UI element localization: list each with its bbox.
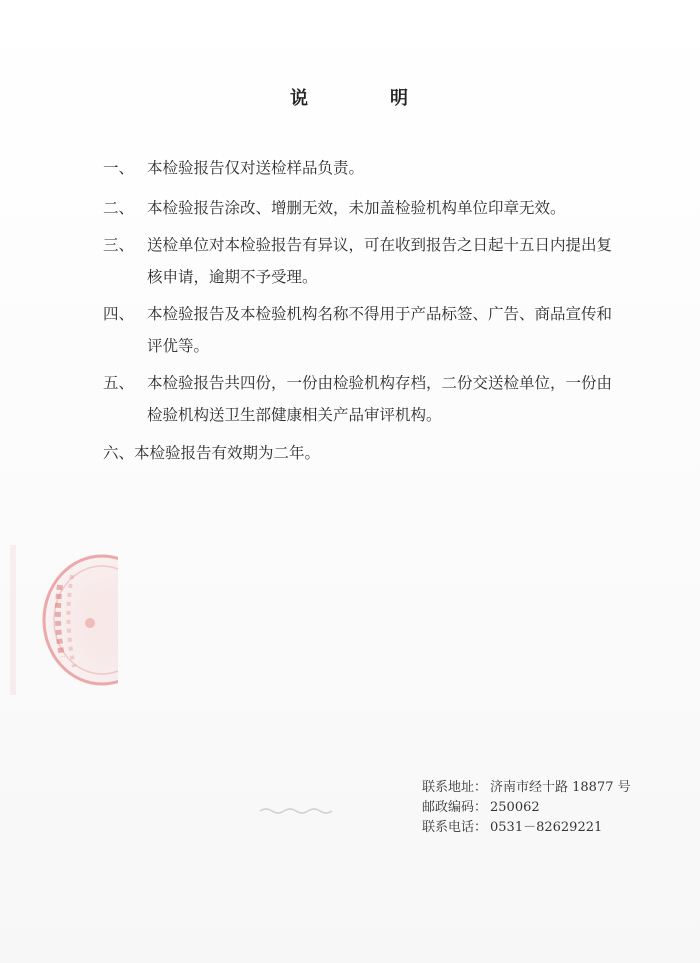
item-text-line: 检验机构送卫生部健康相关产品审评机构。 [147, 406, 442, 424]
item-number: 一、 [103, 159, 135, 177]
item-number: 三、 [103, 236, 135, 254]
title-char-right: 明 [390, 88, 410, 109]
page-title [0, 84, 700, 110]
item-text-line: 本检验报告仅对送检样品负责。 [147, 159, 365, 177]
title-char-left: 说 [290, 88, 310, 109]
address-label: 联系地址： [422, 780, 488, 795]
address-value: 济南市经十路 18877 号 [490, 780, 631, 795]
item-number: 五、 [103, 374, 135, 392]
item-number: 六、 [103, 444, 135, 462]
list-item-6 [103, 436, 320, 470]
phone-value: 0531－82629221 [490, 820, 603, 835]
scan-smudge-icon [258, 803, 338, 817]
item-text-line: 本检验报告有效期为二年。 [134, 444, 321, 462]
phone-label: 联系电话： [422, 820, 488, 835]
contact-postcode-row [422, 798, 631, 818]
item-number: 二、 [103, 199, 135, 217]
item-text-line: 核申请，逾期不予受理。 [147, 268, 318, 286]
item-text-line: 送检单位对本检验报告有异议，可在收到报告之日起十五日内提出复 [147, 236, 613, 254]
postcode-label: 邮政编码： [422, 800, 488, 815]
seal-stamp-icon [10, 545, 118, 695]
postcode-value: 250062 [490, 800, 540, 815]
item-text-line: 本检验报告共四份，一份由检验机构存档，二份交送检单位，一份由 [147, 374, 613, 392]
contact-phone-row [422, 818, 631, 838]
item-number: 四、 [103, 305, 135, 323]
contact-block [422, 778, 631, 838]
contact-address-row [422, 778, 631, 798]
item-text-line: 本检验报告涂改、增删无效，未加盖检验机构单位印章无效。 [147, 199, 566, 217]
item-text-line: 本检验报告及本检验机构名称不得用于产品标签、广告、商品宣传和 [147, 305, 613, 323]
item-text-line: 评优等。 [147, 337, 210, 355]
